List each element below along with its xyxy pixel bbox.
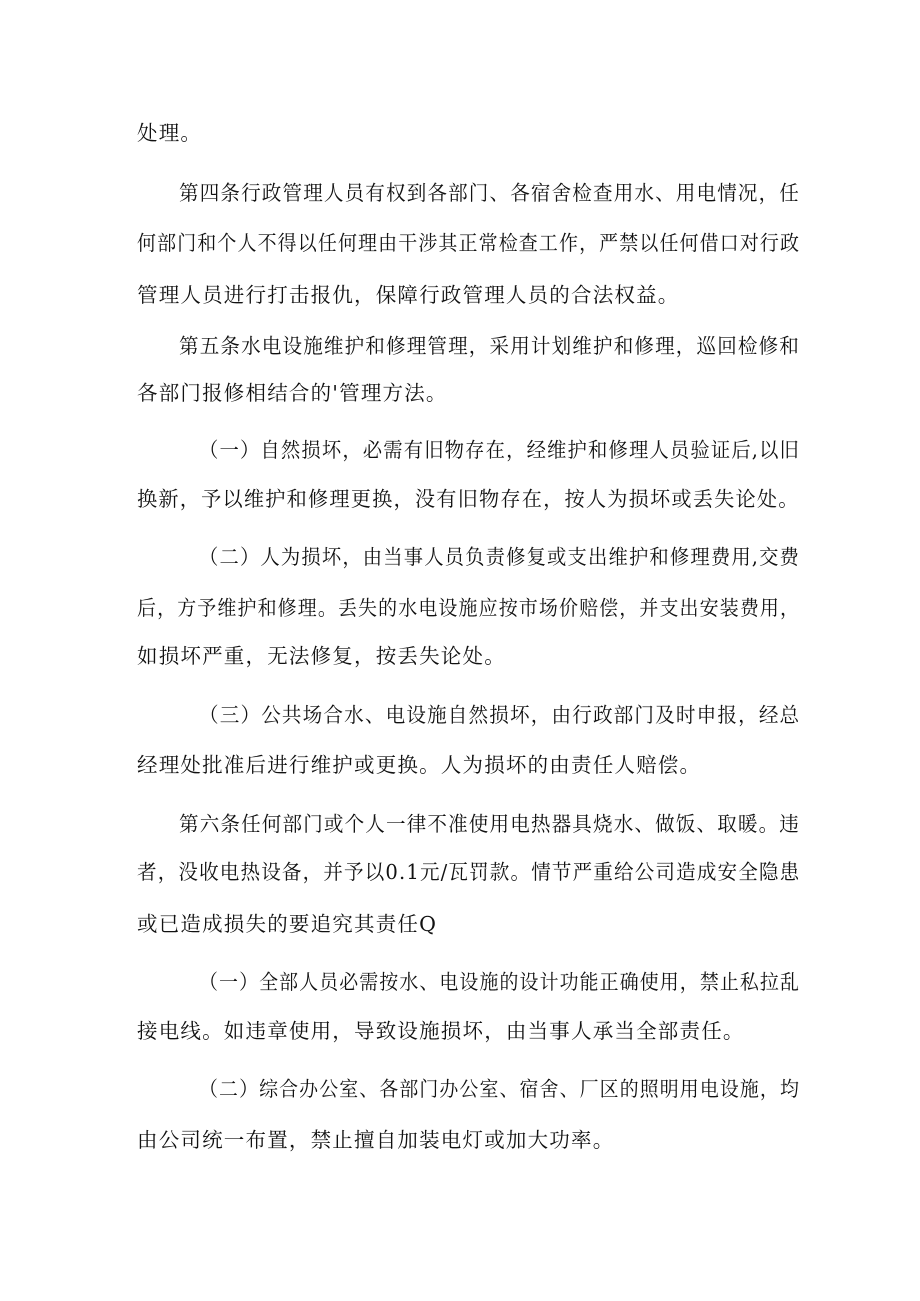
text-line: 第四条行政管理人员有权到各部门、各宿舍检查用水、用电情况，任 <box>179 181 800 205</box>
text-line: 如损坏严重，无法修复，按丢失论处。 <box>137 644 506 668</box>
text-line: 后，方予维护和修理。丢失的水电设施应按市场价赔偿，并支出安装费用， <box>137 596 801 620</box>
text-line: （二）人为损坏，由当事人员负责修复或支出维护和修理费用,交费 <box>199 545 801 569</box>
text-line: 第五条水电设施维护和修理管理，采用计划维护和修理，巡回检修和 <box>179 334 800 358</box>
text-line: 由公司统一布置，禁止擅自加装电灯或加大功率。 <box>137 1128 615 1152</box>
text-line: （二）综合办公室、各部门办公室、宿舍、厂区的照明用电设施，均 <box>199 1077 801 1101</box>
text-line: 处理。 <box>137 121 203 145</box>
text-line: 换新，予以维护和修理更换，没有旧物存在，按人为损坏或丢失论处。 <box>137 487 800 511</box>
text-line: 或已造成损失的要追究其责任Q <box>137 912 438 936</box>
text-line: 第六条任何部门或个人一律不准使用电热器具烧水、做饭、取暖。违 <box>179 812 800 836</box>
text-line: 管理人员进行打击报仇，保障行政管理人员的合法权益。 <box>137 283 680 307</box>
text-line: （一）全部人员必需按水、电设施的设计功能正确使用，禁止私拉乱 <box>199 970 801 994</box>
text-line: 经理处批准后进行维护或更换。人为损坏的由责任人赔偿。 <box>137 753 702 777</box>
text-line: 接电线。如违章使用，导致设施损坏，由当事人承当全部责任。 <box>137 1019 745 1043</box>
text-line: 何部门和个人不得以任何理由干涉其正常检查工作，严禁以任何借口对行政 <box>137 231 801 255</box>
text-line: （一）自然损坏，必需有旧物存在，经维护和修理人员验证后,以旧 <box>199 438 801 462</box>
text-line: （三）公共场合水、电设施自然损坏，由行政部门及时申报，经总 <box>199 703 801 727</box>
text-line: 各部门报修相结合的'管理方法。 <box>137 381 448 405</box>
text-line: 者，没收电热设备，并予以0.1元/瓦罚款。情节严重给公司造成安全隐患 <box>137 860 801 884</box>
